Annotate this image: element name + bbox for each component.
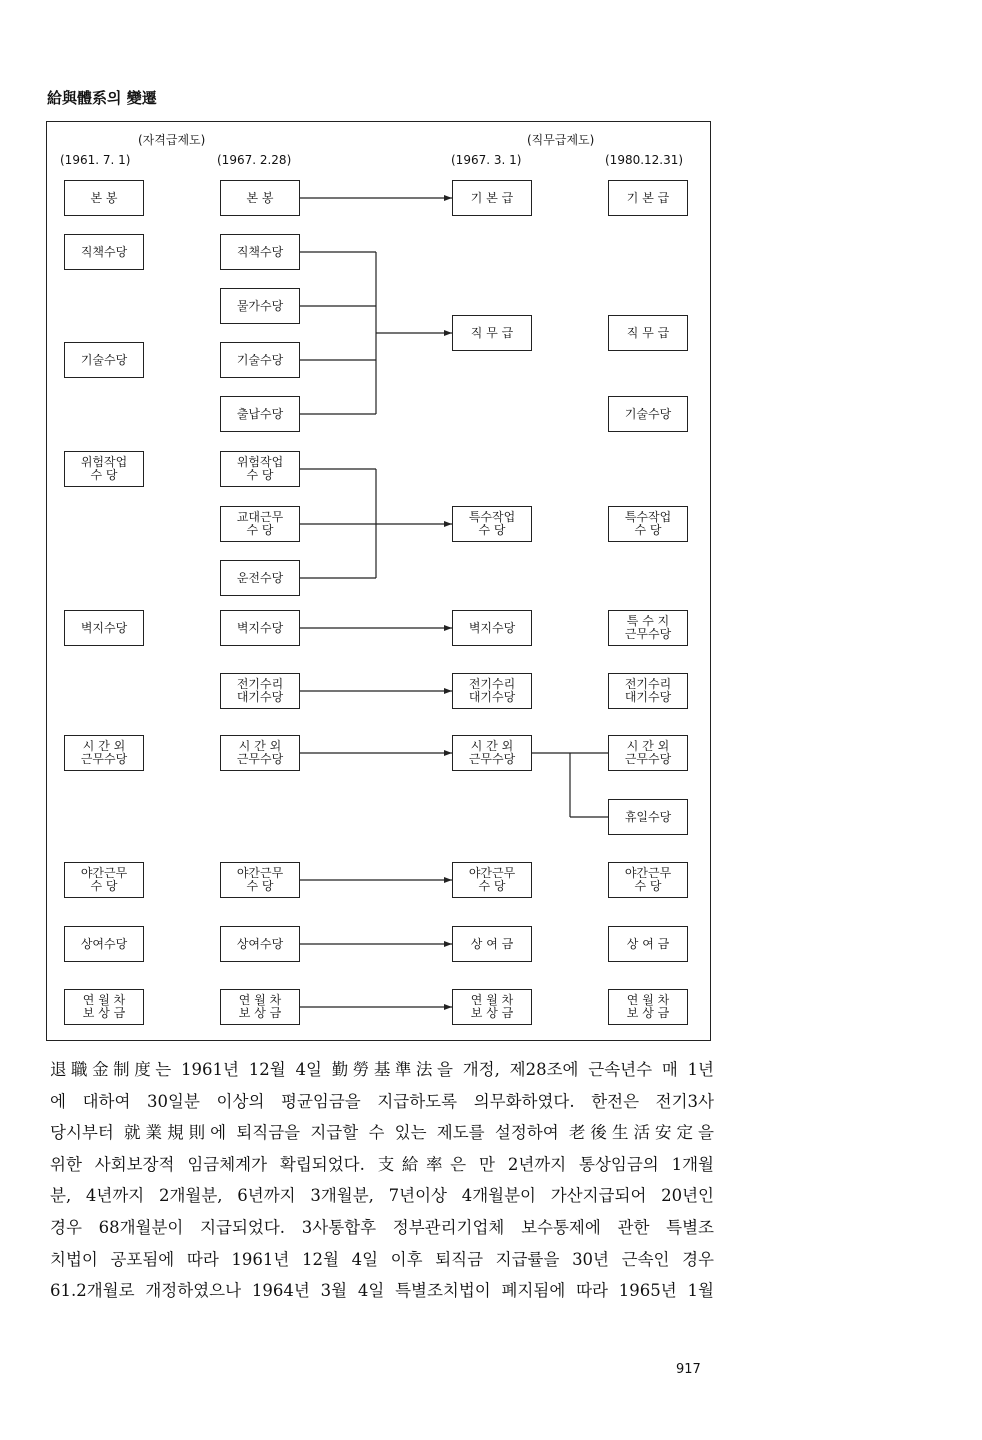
col4-box: 기술수당 [608, 396, 688, 432]
col4-box: 야간근무 수 당 [608, 862, 688, 898]
col1-box: 위험작업 수 당 [64, 451, 144, 487]
group-label-job: (직무급제도) [527, 133, 595, 147]
col4-box: 전기수리 대기수당 [608, 673, 688, 709]
col2-box: 직책수당 [220, 234, 300, 270]
col4-box: 휴일수당 [608, 799, 688, 835]
body-line: 退職金制度는 1961년 12월 4일 勤勞基準法을 개정, 제28조에 근속년수 매 1년 [50, 1060, 714, 1079]
col1-box: 벽지수당 [64, 610, 144, 646]
col2-box: 기술수당 [220, 342, 300, 378]
col4-box: 연 월 차 보 상 금 [608, 989, 688, 1025]
col4-box: 시 간 외 근무수당 [608, 735, 688, 771]
col3-box: 야간근무 수 당 [452, 862, 532, 898]
col1-box: 상여수당 [64, 926, 144, 962]
section-header-title: 給與體系의 變遷 [47, 89, 157, 107]
col1-box: 연 월 차 보 상 금 [64, 989, 144, 1025]
page-number: 917 [676, 1362, 701, 1377]
col2-box: 위험작업 수 당 [220, 451, 300, 487]
body-line: 당시부터 就業規則에 퇴직금을 지급할 수 있는 제도를 설정하여 老後生活安定을 [50, 1123, 714, 1143]
col2-box: 연 월 차 보 상 금 [220, 989, 300, 1025]
col4-box: 직 무 급 [608, 315, 688, 351]
col4-box: 특 수 지 근무수당 [608, 610, 688, 646]
date-label-1967-mar: (1967. 3. 1) [451, 153, 522, 167]
col2-box: 벽지수당 [220, 610, 300, 646]
col1-box: 시 간 외 근무수당 [64, 735, 144, 771]
col4-box: 상 여 금 [608, 926, 688, 962]
body-line: 에 대하여 30일분 이상의 평균임금을 지급하도록 의무화하였다. 한전은 전기3사 [50, 1091, 714, 1111]
col1-box: 야간근무 수 당 [64, 862, 144, 898]
body-line: 61.2개월로 개정하였으나 1964년 3월 4일 특별조치법이 폐지됨에 따라 1965년 1월 [50, 1281, 714, 1301]
col2-box: 전기수리 대기수당 [220, 673, 300, 709]
col2-box: 교대근무 수 당 [220, 506, 300, 542]
col1-box: 직책수당 [64, 234, 144, 270]
col3-box: 전기수리 대기수당 [452, 673, 532, 709]
col4-box: 기 본 급 [608, 180, 688, 216]
col3-box: 연 월 차 보 상 금 [452, 989, 532, 1025]
col3-box: 직 무 급 [452, 315, 532, 351]
col2-box: 시 간 외 근무수당 [220, 735, 300, 771]
col2-box: 상여수당 [220, 926, 300, 962]
col3-box: 벽지수당 [452, 610, 532, 646]
date-label-1961: (1961. 7. 1) [60, 153, 131, 167]
col3-box: 특수작업 수 당 [452, 506, 532, 542]
date-label-1967-feb: (1967. 2.28) [217, 153, 292, 167]
col4-box: 특수작업 수 당 [608, 506, 688, 542]
col3-box: 시 간 외 근무수당 [452, 735, 532, 771]
group-label-qualification: (자격급제도) [138, 133, 206, 147]
col1-box: 기술수당 [64, 342, 144, 378]
col2-box: 야간근무 수 당 [220, 862, 300, 898]
col2-box: 물가수당 [220, 288, 300, 324]
col3-box: 기 본 급 [452, 180, 532, 216]
col2-box: 운전수당 [220, 560, 300, 596]
col2-box: 출납수당 [220, 396, 300, 432]
body-line: 치법이 공포됨에 따라 1961년 12월 4일 이후 퇴직금 지급률을 30년 근속인 경우 [50, 1249, 714, 1269]
body-line: 분, 4년까지 2개월분, 6년까지 3개월분, 7년이상 4개월분이 가산지급되어 20년인 [50, 1186, 714, 1206]
col3-box: 상 여 금 [452, 926, 532, 962]
body-paragraph [50, 1054, 714, 1307]
body-line: 경우 68개월분이 지급되었다. 3사통합후 정부관리기업체 보수통제에 관한 특별조 [50, 1217, 714, 1237]
col1-box: 본 봉 [64, 180, 144, 216]
col2-box: 본 봉 [220, 180, 300, 216]
body-line: 위한 사회보장적 임금체계가 확립되었다. 支給率은 만 2년까지 통상임금의 1개월 [50, 1154, 714, 1174]
date-label-1980: (1980.12.31) [605, 153, 684, 167]
